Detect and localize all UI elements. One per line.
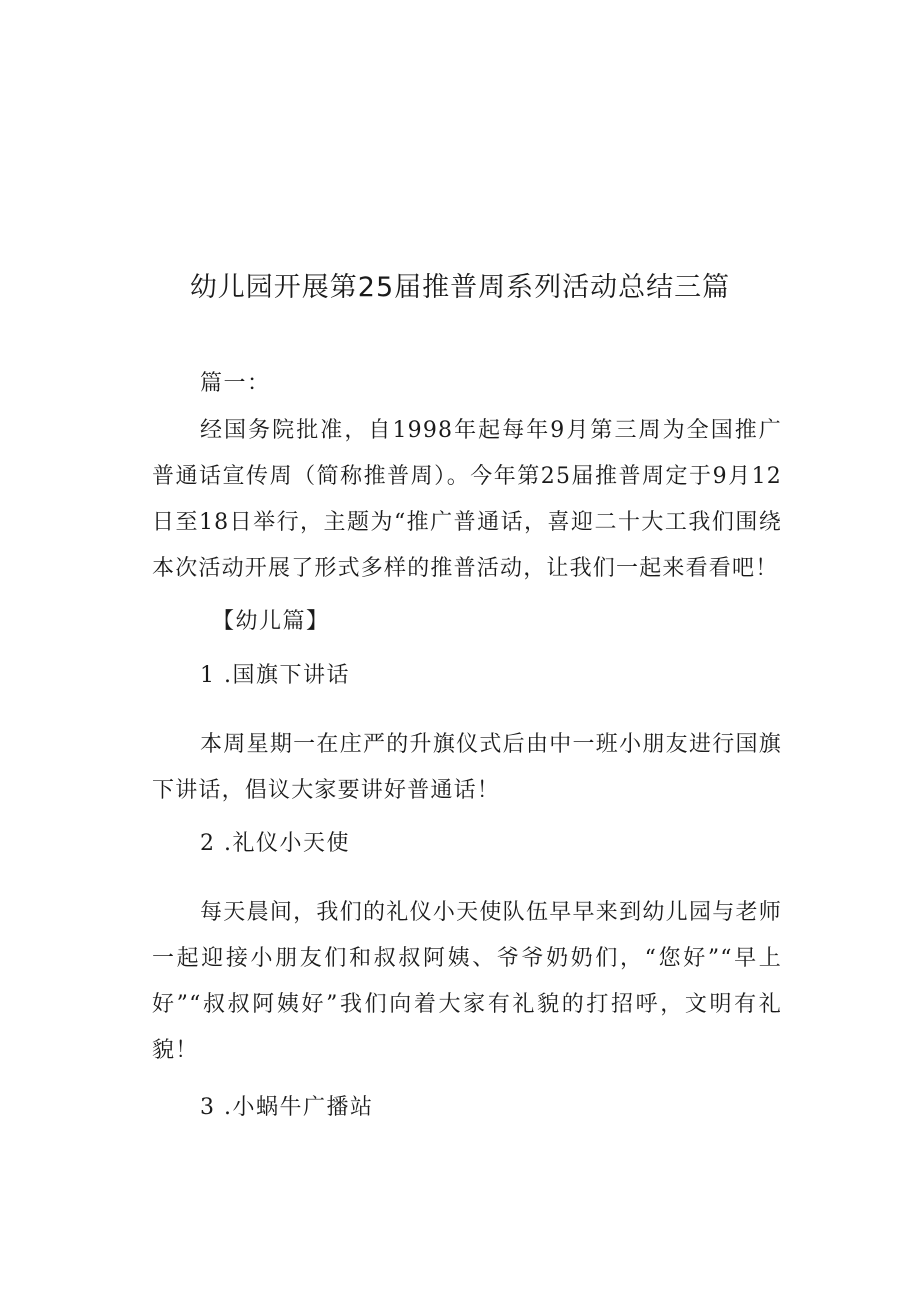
item-body-2: 每天晨间，我们的礼仪小天使队伍早早来到幼儿园与老师一起迎接小朋友们和叔叔阿姨、爷爷奶奶们，“您好”“早上好”“叔叔阿姨好”我们向着大家有礼貌的打招呼，文明有礼貌！ [152, 900, 782, 1063]
part-label: 篇一： [200, 371, 271, 396]
item-heading-1: 1 .国旗下讲话 [200, 663, 350, 688]
item-heading-2: 2 .礼仪小天使 [200, 831, 350, 856]
item-body-1: 本周星期一在庄严的升旗仪式后由中一班小朋友进行国旗下讲话，倡议大家要讲好普通话！ [152, 732, 782, 803]
intro-paragraph: 经国务院批准，自1998年起每年9月第三周为全国推广普通话宣传周（简称推普周）。今年第25届推普周定于9月12日至18日举行，主题为“推广普通话，喜迎二十大工我们围绕本次活动开展了形式多样的推普活动，让我们一起来看看吧！ [152, 418, 782, 581]
item-heading-3: 3 .小蜗牛广播站 [200, 1095, 374, 1120]
document-title: 幼儿园开展第25届推普周系列活动总结三篇 [189, 272, 731, 303]
section-label: 【幼儿篇】 [212, 609, 330, 634]
